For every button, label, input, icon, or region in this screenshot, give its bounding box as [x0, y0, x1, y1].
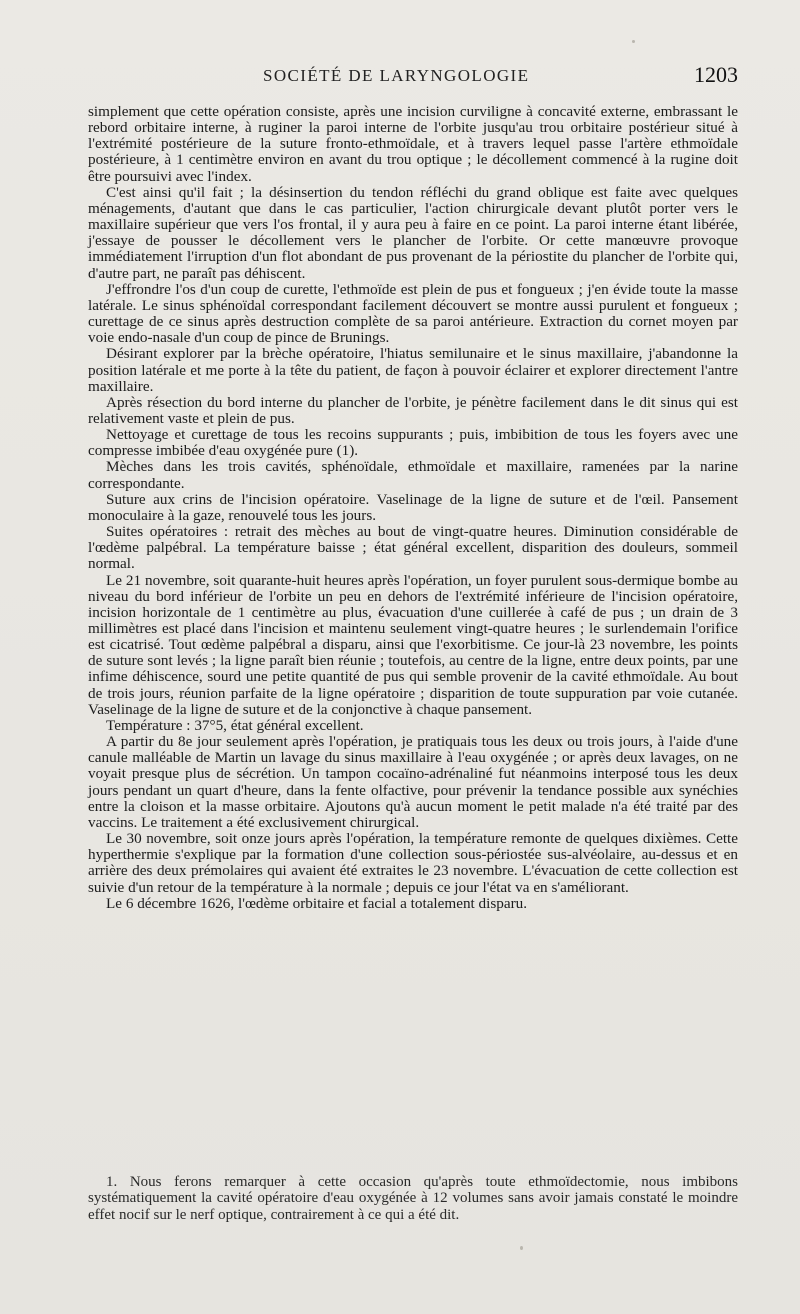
paragraph: simplement que cette opération consiste, après une incision curviligne à concavité externe, embrassant le rebord orbitaire interne, à ruginer la paroi interne de l'orbite jusqu'au trou orbitaire postérieur situé à l'extrémité postérieure de la suture fronto-ethmoïdale, et à travers lequel passe l'artère ethmoïdale postérieure, à 1 centimètre environ en avant du trou optique ; le décollement commencé à la rugine doit être poursuivi avec l'index. — [88, 103, 738, 185]
paper-speck — [632, 40, 635, 43]
paragraph: Le 6 décembre 1626, l'œdème orbitaire et facial a totalement disparu. — [106, 894, 528, 912]
paragraph: Suture aux crins de l'incision opératoire. Vaselinage de la ligne de suture et de l'œil. Pansement monoculaire à la gaze, renouvelé tous les jours. — [88, 490, 738, 524]
paragraph: C'est ainsi qu'il fait ; la désinsertion du tendon réfléchi du grand oblique est faite avec quelques ménagements, d'autant que dans le cas particulier, l'action chirurgicale devant plutôt porter vers le maxillaire supérieur que vers l'os frontal, il y aura peu à faire en ce point. La paroi interne étant libérée, j'essaye de pousser le décollement vers le plancher de l'orbite. Or cette manœuvre provoque immédiatement l'irruption d'un flot abondant de pus provenant de la périostite du plancher de l'orbite qui, d'autre part, ne paraît pas déhiscent. — [88, 183, 738, 282]
paragraph: Le 30 novembre, soit onze jours après l'opération, la température remonte de quelques dixièmes. Cette hyperthermie s'explique par la formation d'une collection sous-périostée sus-alvéolaire, au-dessus et en arrière des deux prémolaires qui avaient été extraites le 23 novembre. L'évacuation de cette collection est suivie d'un retour de la température à la normale ; depuis ce jour l'état va en s'améliorant. — [88, 830, 738, 896]
paragraph: Nettoyage et curettage de tous les recoins suppurants ; puis, imbibition de tous les foyers avec une compresse imbibée d'eau oxygénée pure (1). — [88, 426, 738, 460]
running-title: SOCIÉTÉ DE LARYNGOLOGIE — [263, 66, 530, 85]
paragraph: A partir du 8e jour seulement après l'opération, je pratiquais tous les deux ou trois jours, à l'aide d'une canule malléable de Martin un lavage du sinus maxillaire à l'eau oxygénée ; or après deux lavages, on ne voyait presque plus de sécrétion. Un tampon cocaïno-adrénaliné fut néanmoins interposé tous les deux jours pendant un quart d'heure, dans la fente olfactive, pour prévenir la tendance possible aux synéchies entre la cloison et la masse orbitaire. Ajoutons qu'à aucun moment le petit malade n'a été traité par des vaccins. Le traitement a été exclusivement chirurgical. — [88, 733, 738, 831]
paragraph: Le 21 novembre, soit quarante-huit heures après l'opération, un foyer purulent sous-dermique bombe au niveau du bord inférieur de l'orbite un peu en dehors de l'extrémité inférieure de l'incision opératoire, incision horizontale de 1 centimètre au plus, évacuation d'une cuillerée à café de pus ; un drain de 3 millimètres est placé dans l'incision et maintenu seulement vingt-quatre heures ; le surlendemain l'orifice est cicatrisé. Tout œdème palpébral a disparu, ainsi que l'exorbitisme. Ce jour-là 23 novembre, les points de suture sont levés ; la ligne paraît bien réunie ; toutefois, au centre de la ligne, entre deux points, par une infime déhiscence, sourd une petite quantité de pus qui semble provenir de la cavité ethmoïdale. Au bout de trois jours, réunion parfaite de la ligne opératoire ; disparition de toute suppuration par voie cutanée. Vaselinage de la ligne de suture et de la conjonctive à chaque pansement. — [88, 571, 738, 718]
footnotes — [88, 1174, 738, 1223]
paragraph: Mèches dans les trois cavités, sphénoïdale, ethmoïdale et maxillaire, ramenées par la narine correspondante. — [88, 458, 738, 492]
paragraph: Après résection du bord interne du plancher de l'orbite, je pénètre facilement dans le dit sinus qui est relativement vaste et plein de pus. — [88, 393, 738, 427]
page-number: 1203 — [694, 62, 738, 87]
paragraph: Désirant explorer par la brèche opératoire, l'hiatus semilunaire et le sinus maxillaire, j'abandonne la position latérale et me porte à la tête du patient, de façon à pouvoir éclairer et explorer directement l'antre maxillaire. — [88, 345, 738, 395]
page-header — [88, 62, 738, 96]
paragraph: Suites opératoires : retrait des mèches au bout de vingt-quatre heures. Diminution considérable de l'œdème palpébral. La température baisse ; état général excellent, disparition des douleurs, sommeil normal. — [88, 523, 738, 573]
footnote: 1. Nous ferons remarquer à cette occasion qu'après toute ethmoïdectomie, nous imbibons systématiquement la cavité opératoire d'eau oxygénée à 12 volumes sans avoir jamais constaté le moindre effet nocif sur le nerf optique, contrairement à ce qui a été dit. — [88, 1174, 738, 1223]
paragraph: Température : 37°5, état général excellent. — [106, 716, 364, 734]
paper-speck — [520, 1246, 523, 1250]
body-text — [88, 104, 738, 912]
paragraph: J'effrondre l'os d'un coup de curette, l'ethmoïde est plein de pus et fongueux ; j'en évide toute la masse latérale. Le sinus sphénoïdal correspondant facilement découvert se montre aussi purulent et fongueux ; curettage de ce sinus après destruction complète de sa paroi antérieure. Extraction du cornet moyen par voie endo-nasale d'un coup de pince de Brunings. — [88, 280, 738, 347]
